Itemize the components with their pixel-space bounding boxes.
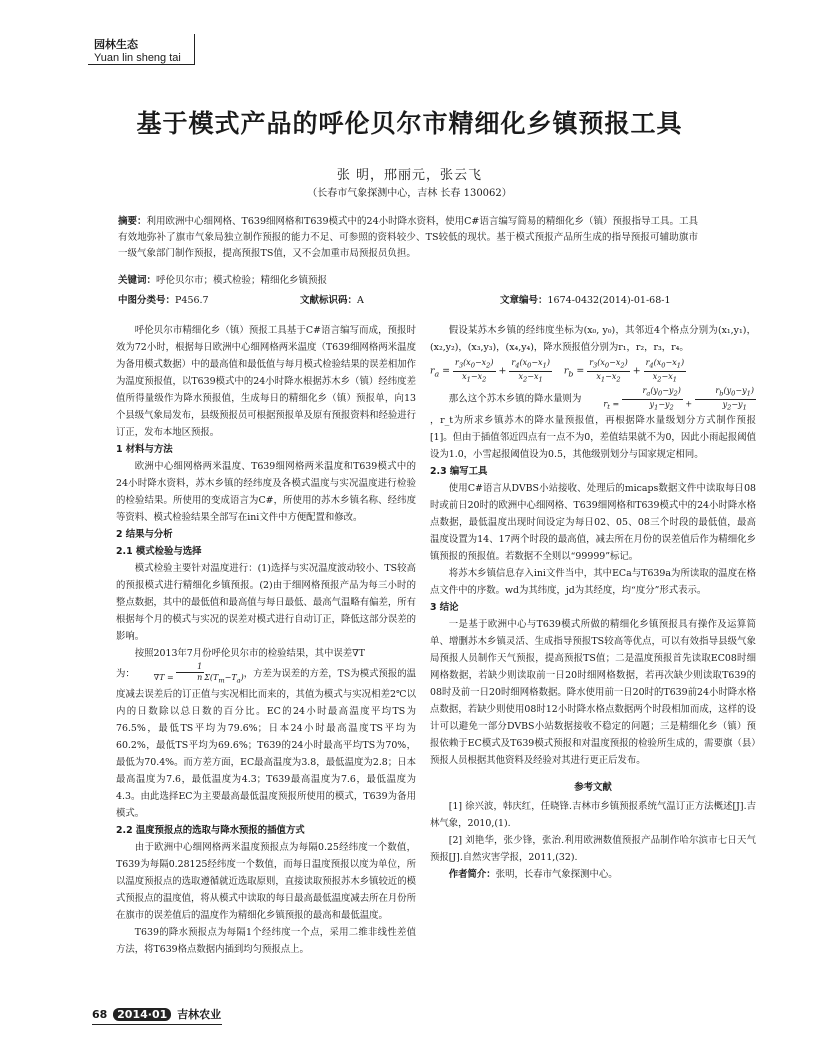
paragraph: 模式检验主要针对温度进行：(1)选择与实况温度波动较小、TS较高的预报模式进行精细化乡镇预报。(2)由于细网格预报产品为每三小时的整点数据，其中的最低值和最高值与每日最低、最高气温略有偏差，所有根据每个月的模式与实况的误差对模式进行自动订正，降低这部分误差的影响。 <box>116 563 417 642</box>
error-formula: ∇T = $\frac{1}{n}$ $\Sigma(T_m-T_a)$ <box>153 662 244 685</box>
paragraph: 一是基于欧洲中心与T639模式所做的精细化乡镇预报具有操作及运算简单、增删苏木乡镇灵活、生成指导预报TS较高等优点，可以有效指导县级气象局预报人员制作天气预报，提高预报TS值；二是温度预报首先读取EC08时细网格数据，若缺少则读取前一日20时细网格数据，若再次缺少则读取T639的08时及前一日20时细网格数据。降水使用前一日20时的T639前24小时降水格点数据，若缺少则使用08时12小时降水格点数据两个时段相加而成，这样的设计可以避免一部分DVBS小站数据接收不稳定的问题；三是精细化乡（镇）预报依赖于EC模式及T639模式预报和对温度预报的检验所生成的，需要旗（县）预报人员根据其他资料及经验对其进行更正后发布。 <box>430 619 756 767</box>
doc-code: 文献标识码：A <box>300 295 364 306</box>
paragraph: T639的降水预报点为每隔1个经纬度一个点，采用二维非线性差值方法，将T639格点数据内插到均匀预报点上。 <box>116 926 416 955</box>
left-column <box>116 322 416 958</box>
paragraph: 欧洲中心细网格两米温度、T639细网格两米温度和T639模式中的24小时降水资料，苏木乡镇的经纬度及各模式温度与实况温度进行检验的检验结果。所使用的变成语言为C#，所使用的苏木乡镇名称、经纬度等资料、模式检验结果全部写在ini文件中方便配置和修改。 <box>116 461 416 523</box>
subsection-heading: 2.3 编写工具 <box>430 466 488 478</box>
paragraph: 使用C#语言从DVBS小站接收、处理后的micaps数据文件中读取每日08时或前日20时的欧洲中心细网格、T639细网格和T639模式中的24小时降水格点数据，最低温度出现时间设定为每日02、05、08三个时段的最低值，最高温度设置为14、17两个时段的最高值，减去所在月份的误差值后作为精细化乡镇预报的预报值。若数据不全则以“99999”标记。 <box>430 483 756 563</box>
subsection-heading: 2.2 温度预报点的选取与降水预报的插值方式 <box>116 824 305 836</box>
section-tag-cn: 园林生态 <box>94 38 138 51</box>
page-footer <box>92 1006 221 1022</box>
reference-item: [1] 徐兴波，韩庆红，任晓锋.吉林市乡镇预报系统气温订正方法概述[J].吉林气象，2010,(1). <box>430 801 756 830</box>
section-heading: 1 材料与方法 <box>116 444 173 455</box>
abstract-label: 摘要： <box>118 216 147 227</box>
author-bio: 作者简介：张明，长春市气象探测中心。 <box>448 869 618 881</box>
right-column <box>430 322 756 883</box>
affiliation: （长春市气象探测中心，吉林 长春 130062） <box>307 188 512 199</box>
keywords <box>118 272 327 286</box>
authors: 张 明，邢丽元，张云飞 <box>336 168 483 183</box>
paragraph: 呼伦贝尔市精细化乡（镇）预报工具基于C#语言编写而成，预报时效为72小时，根据每日欧洲中心细网格两米温度（T639细网格两米温度为备用模式数据）中的最高值和最低值与每月模式检验结果的误差相加作为温度预报值，以T639模式中的24小时降水根据苏木乡（镇）经纬度差值所得量级作为降水预报值，生成每日的精细化乡（镇）预报单，向13个县级气象局发布，县级预报员可根据预报单及原有预报资料和经验进行订正，发布本地区预报。 <box>116 325 417 438</box>
article-number: 文章编号：1674-0432(2014)-01-68-1 <box>500 295 671 306</box>
footer-rule <box>92 1024 222 1025</box>
paragraph: 假设某苏木乡镇的经纬度坐标为(x₀, y₀)，其邻近4个格点分别为(x₁,y₁)，(x₂,y₂)，(x₃,y₃)，(x₄,y₄)，降水预报值分别为r₁，r₂，r₃，r₄。 <box>430 325 756 353</box>
abstract-text: 利用欧洲中心细网格、T639细网格和T639模式中的24小时降水资料，使用C#语言编写简易的精细化乡（镇）预报指导工具。工具有效地弥补了旗市气象局独立制作预报的能力不足、可参照的资料较少、TS较低的现状。基于模式预报产品所生成的指导预报可辅助旗市一级气象部门制作预报，提高预报TS值，又不会加重市局预报员负担。 <box>118 216 698 259</box>
section-heading: 2 结果与分析 <box>116 529 173 540</box>
interpolation-formulas: $r_a$ = $\frac{r_3(x_0-x_2)}{x_1-x_2}$ + $\frac{r_4(x_0-x_1)}{x_2-x_1}$ $r_b$ = $\frac{r_3(x_0-x_2)}{x_1-x_2}$ + $\frac{r_4(x_0-x_1)}{x_2-x_1}$ <box>430 358 685 384</box>
paragraph: 由于欧洲中心细网格两米温度预报点为每隔0.25经纬度一个数值，T639为每隔0.28125经纬度一个数值，而每日温度预报以度为单位，所以温度预报点的选取遵循就近选取原则，直接读取预报苏木乡镇较近的模式预报点的温度值，将从模式中读取的每日最高最低温度减去所在月份所在旗市的误差值后的温度作为精细化乡镇预报的最高和最低温度。 <box>116 841 417 921</box>
references-heading: 参考文献 <box>574 782 612 794</box>
keywords-label: 关键词： <box>118 275 157 286</box>
abstract <box>118 214 698 262</box>
issue-badge: 2014·01 <box>113 1008 171 1021</box>
journal-name: 吉林农业 <box>177 1008 222 1021</box>
section-tag-en: Yuan lin sheng tai <box>94 52 181 64</box>
section-heading: 3 结论 <box>430 602 459 614</box>
page-number: 68 <box>92 1008 108 1021</box>
reference-item: [2] 刘艳华，张少锋，张治.利用欧洲数值预报产品制作哈尔滨市七日天气预报[J].自然灾害学报，2011,(32). <box>430 835 756 864</box>
paragraph: 那么这个苏木乡镇的降水量则为 $r_t$ = $\frac{r_a(y_0-y_2)}{y_1-y_2}$ + $\frac{r_b(y_0-y_1)}{y_2-y_1}$ ，r_t为所求乡镇苏木的降水量预报值，再根据降水量级划分方式制作预报[1]。但由于插值邻近四点有一点不为0，差值结果就不为0，因此小雨起报阈值设为1.0，小雪起报阈值设为0.5，其他级别划分与国家规定相同。 <box>430 386 756 461</box>
clc-number: 中图分类号：P456.7 <box>118 295 209 306</box>
rainfall-formula: $r_t$ = $\frac{r_a(y_0-y_2)}{y_1-y_2}$ + $\frac{r_b(y_0-y_1)}{y_2-y_1}$ <box>603 386 754 412</box>
keywords-text: 呼伦贝尔市；模式检验；精细化乡镇预报 <box>156 275 328 286</box>
subsection-heading: 2.1 模式检验与选择 <box>116 546 202 557</box>
paragraph: 按照2013年7月份呼伦贝尔市的检验结果，其中误差∇T 为： ∇T = $\frac{1}{n}$ $\Sigma(T_m-T_a)$，方差为误差的方差，TS为模式预报的温度减去误差后的订正值与实况相比而来的，其值为模式与实况相差2℃以内的日数除以总日数的百分比。EC的24小时最高温度平均TS为76.5%，最低TS平均为79.6%；日本24小时最高温度TS平均为60.2%，最低TS平均为69.6%；T639的24小时最高平均TS为70%，最低为70.4%。而方差方面，EC最高温度为3.8，最低温度为2.8；日本最高温度为7.6，最低温度为4.3；T639最高温度为7.6，最低温度为4.3。由此选择EC为主要最高最低温度预报所使用的模式，T639为备用模式。 <box>116 648 416 819</box>
paragraph: 将苏木乡镇信息存入ini文件当中，其中ECa与T639a为所读取的温度在格点文件中的序数。wd为其纬度，jd为其经度，均“度分”形式表示。 <box>430 568 756 597</box>
paper-title: 基于模式产品的呼伦贝尔市精细化乡镇预报工具 <box>136 109 683 138</box>
